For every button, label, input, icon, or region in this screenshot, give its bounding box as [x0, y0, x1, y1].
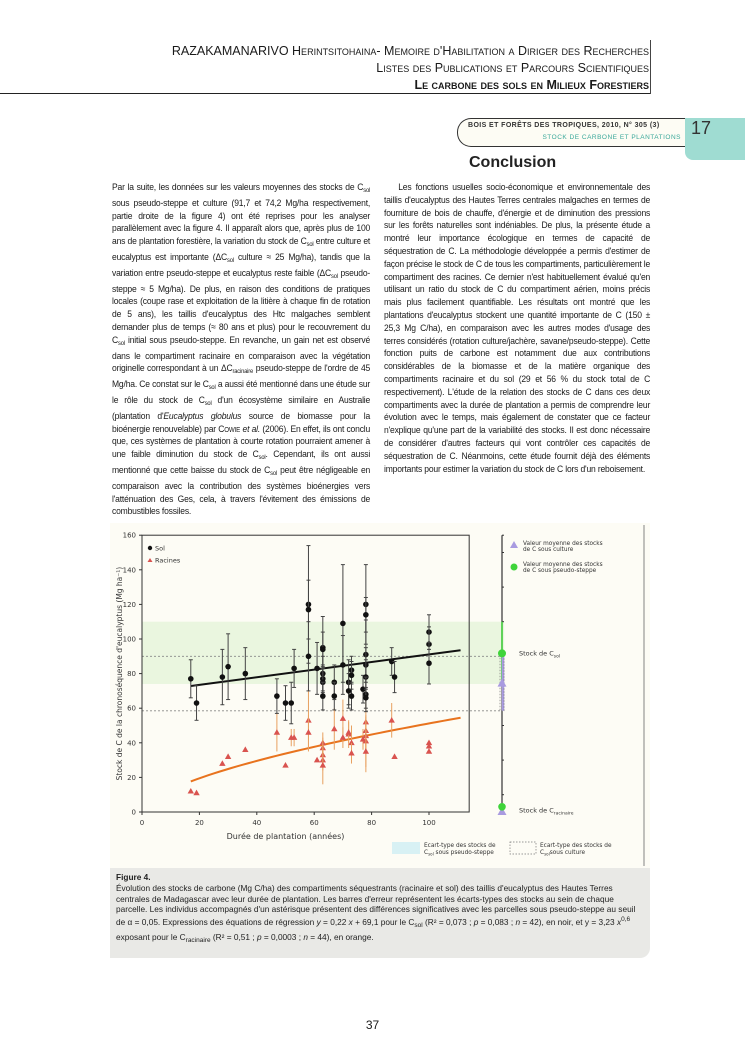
subscript-text: racinaire [185, 936, 211, 944]
text-run: pseudo-steppe de l'ordre de 45 Mg/ha. Ce constat sur le C [112, 363, 371, 391]
legend-steppe-marker [511, 564, 518, 571]
legend-text: C [424, 850, 429, 856]
legend-text: Stock de C [519, 806, 554, 815]
steppe-racine-mean-marker [498, 803, 506, 811]
legend-steppe-line2: de C sous pseudo-steppe [523, 568, 597, 574]
subscript-text: sol [117, 339, 125, 347]
x-tick-label: 60 [309, 819, 319, 827]
sol-data-point [340, 621, 346, 627]
racine-data-point [193, 790, 199, 796]
y-tick-label: 140 [122, 566, 136, 575]
sol-data-point [288, 700, 294, 706]
text-run: (2006). En effet, ils ont conclu que, ces systèmes de plantation à courte rotation pourraient amener à une faible diminution du stock de C [112, 423, 371, 461]
header-divider [0, 93, 651, 94]
x-tick-label: 100 [422, 819, 436, 827]
journal-title: BOIS ET FORÊTS DES TROPIQUES, 2010, N° 305 (3) [468, 122, 660, 129]
text-run: x [348, 917, 353, 928]
text-run: Les fonctions usuelles socio-économique et environnementale des taillis d'eucalyptus des Hautes Terres centrales malgaches en termes de fourniture de bois de chauffe, d'énergie et de diminution des pressions sur les forêts naturelles sont indéniables. De plus, la présente étude a montré leur importance écologique en termes de capacité de séquestration de C. La méthodologie développée a permis d'estimer de façon précise le stock de C de tous les compartiments, particulièrement le compartiment des racines. Ce dernier n'est habituellement évalué qu'en utilisant un ratio du stock de C du compartiment aérien, moins précis mais plus facilement quantifiable. Les résultats ont montré que les plantations d'eucalyptus stockent une quantité importante de C (150 ± 25,3 Mg C/ha), en comparaison avec les autres modes d'usage des terres considérés (rotation culture/jachère, savane/pseudo-steppe). Cette fonction puits de carbone est notamment due aux contributions considérables de la biomasse et de la matière organique des compartiments racinaire et du sol (29 et 56 % du stock total de C respectivement). L'étude de la relation des stocks de C dans ces deux compartiments avec la durée de plantation a permis de comprendre leur évolution avec le temps, mais également de constater que ce facteur n'explique qu'une part de la variabilité des stocks. Il est donc nécessaire de considérer d'autres facteurs qui vont contrôler ces capacités de séquestration de C. Néanmoins, cette étude fournit déjà des éléments importants pour estimer la variation du stock de C lors d'un reboisement. [384, 182, 651, 475]
legend-dotted-swatch [510, 842, 536, 854]
text-run: p [473, 917, 479, 928]
text-run: entre culture et eucalyptus est importante (ΔC [112, 236, 371, 263]
sol-data-point [320, 647, 326, 653]
side-label-racine [519, 806, 574, 816]
caption-text [116, 883, 644, 947]
sol-data-point [283, 700, 289, 706]
text-run: (R² = 0,073 ; [422, 917, 474, 928]
racine-data-point [274, 729, 280, 735]
subscript-text: sol [363, 187, 371, 194]
legend-text: sol [544, 851, 550, 857]
sol-data-point [314, 666, 320, 672]
sol-data-point [349, 693, 355, 699]
sol-data-point [306, 607, 312, 613]
y-tick-label: 100 [122, 635, 136, 644]
text-run: = 0,083 ; [478, 917, 516, 928]
sol-data-point [194, 700, 200, 706]
text-run: (R² = 0,51 ; [210, 931, 257, 942]
text-run: Cowie [218, 423, 241, 435]
racine-data-point [391, 753, 397, 759]
racine-data-point [388, 717, 394, 723]
text-run: exposant pour le C [116, 931, 186, 942]
y-tick-label: 80 [127, 670, 136, 679]
x-axis-label: Durée de plantation (années) [226, 832, 345, 841]
legend-dotted-line2 [540, 850, 585, 857]
y-tick-label: 20 [127, 773, 136, 782]
text-run: y [316, 917, 321, 928]
racine-data-point [219, 760, 225, 766]
subscript-text: sol [306, 241, 314, 249]
legend-culture-marker [510, 541, 518, 548]
legend-sol-label: Sol [155, 544, 165, 553]
sol-data-point [363, 695, 369, 701]
journal-page-number: 17 [691, 118, 712, 138]
header-vertical-divider [650, 40, 651, 94]
text-run: Eucalyptus globulus [163, 410, 242, 422]
sol-data-point [274, 693, 280, 699]
subscript-text: sol [208, 384, 216, 392]
racine-data-point [314, 757, 320, 763]
caption-title: Figure 4. [116, 872, 151, 882]
text-run: = 44), en orange. [307, 931, 374, 942]
racine-data-point [363, 748, 369, 754]
racine-regression-curve [191, 718, 461, 782]
sol-data-point [188, 676, 194, 682]
subscript-text: sol [331, 272, 338, 280]
sol-data-point [426, 660, 432, 666]
subscript-text: sol [270, 469, 277, 477]
section-heading: Conclusion [469, 154, 557, 171]
text-run: x [616, 917, 622, 928]
text-run: n [303, 931, 308, 942]
racine-data-point [188, 788, 194, 794]
racine-data-point [348, 750, 354, 756]
left-column-paragraph [112, 182, 370, 519]
text-run: Par la suite, les données sur les valeurs moyennes des stocks de C [112, 182, 364, 193]
sol-data-point [306, 654, 312, 660]
figure-4 [110, 523, 650, 868]
sol-data-point [349, 673, 355, 679]
x-tick-label: 20 [194, 819, 204, 827]
racine-data-point [305, 729, 311, 735]
legend-dotted-line1: Ecart-type des stocks de [540, 843, 612, 849]
y-tick-label: 60 [127, 704, 136, 713]
journal-header-box [457, 118, 685, 147]
sol-data-point [392, 674, 398, 680]
text-run: Évolution des stocks de carbone (Mg C/ha) des compartiments séquestrants (racinaire et sol) des taillis d'eucalyptus des Hautes Terres centrales de Madagascar avec leur durée de plantation. Les barres d'erreur représentent les écarts-types des stocks au sein de chaque parcelle. Les individus accompagnés d'un astérisque présentent des différences significatives avec les parcelles sous pseudo-steppe au seuil de α = 0,05. Expressions des équations de régression [116, 882, 636, 928]
header-chapter-line: Le carbone des sols en Milieux Forestiers [414, 78, 649, 92]
sol-data-point [291, 666, 297, 672]
sol-data-point [363, 612, 369, 618]
racine-data-point [331, 726, 337, 732]
text-run: pseudo-steppe ≈ 5 Mg/ha). De plus, en raison des conditions de pratiques locales (coupe rase et exploitation de la litière à chaque fin de rotation de 5 ans), les taillis d'eucalyptus des Htc malgaches semblent demander plus de temps (≈ 80 ans et plus) pour le recouvrement du C [112, 267, 371, 346]
legend-text: sous pseudo-steppe [433, 850, 494, 856]
text-run: p [256, 931, 262, 942]
subscript-text: racinaire [232, 368, 254, 376]
x-tick-label: 80 [367, 819, 377, 827]
y-tick-label: 0 [131, 808, 136, 817]
page-number: 37 [365, 1018, 380, 1032]
racine-data-point [320, 762, 326, 768]
subscript-text: sol [414, 922, 423, 930]
text-run: = 42), en noir, et y = 3,23 [520, 917, 617, 928]
x-tick-label: 40 [252, 819, 262, 827]
text-run: + 69,1 pour le C [352, 917, 415, 928]
legend-sol-marker [148, 546, 152, 550]
legend-racines-marker [148, 558, 153, 562]
text-run: et al. [242, 423, 261, 435]
racine-data-point [242, 746, 248, 752]
journal-page-tab [685, 118, 745, 160]
legend-band-line1: Ecart-type des stocks de [424, 843, 496, 849]
y-tick-label: 120 [122, 600, 136, 609]
subscript-text: sol [226, 256, 234, 264]
legend-text: sol [553, 654, 561, 660]
legend-text: sous culture [549, 850, 586, 856]
sol-data-point [320, 693, 326, 699]
racine-data-point [340, 734, 346, 740]
legend-band-swatch [392, 842, 420, 854]
y-tick-label: 40 [127, 739, 136, 748]
legend-text: C [540, 850, 545, 856]
x-tick-label: 0 [139, 819, 145, 827]
text-run: = 0,22 [320, 917, 349, 928]
text-run: initial sous pseudo-steppe. En revanche, un gain net est observé dans le compartiment racinaire en comparaison avec la végétation originelle correspondant à un ΔC [112, 334, 371, 375]
sol-data-point [225, 664, 231, 670]
sol-data-point [340, 662, 346, 668]
figure-caption [110, 868, 650, 958]
legend-text: racinaire [553, 811, 574, 817]
subscript-text: sol [204, 399, 212, 407]
legend-text: sol [428, 851, 434, 857]
sol-data-point [220, 674, 226, 680]
right-column-paragraph [384, 182, 650, 476]
text-run: . Cependant, ils ont aussi mentionné que cette baisse du stock de C [112, 449, 371, 476]
figure-chart [110, 523, 650, 868]
racine-data-point [426, 748, 432, 754]
legend-racines-label: Racines [155, 556, 181, 565]
text-run: sous pseudo-steppe et culture (91,7 et 74,2 Mg/ha respectivement, partie droite de la figure 4) ont été reprises pour les analyser parallèlement avec la figure 4. Il apparaît alors que, après plus de 100 ans de plantation forestière, la variation du stock de C [112, 197, 371, 248]
racine-data-point [340, 715, 346, 721]
text-run: culture ≈ 25 Mg/ha), tandis que la variation entre pseudo-steppe et eucalyptus reste faible (ΔC [112, 251, 371, 279]
racine-data-point [225, 753, 231, 759]
text-run: = 0,0003 ; [261, 931, 304, 942]
y-tick-label: 160 [122, 531, 136, 540]
sol-data-point [243, 671, 249, 677]
legend-steppe-line1: Valeur moyenne des stocks [523, 562, 603, 568]
text-run: peut être négligeable en comparaison avec la contribution des systèmes bioénergies vers l'atténuation des Ges, cela, à travers l'évitement des émissions de combustibles fossiles. [112, 464, 371, 518]
sol-data-point [331, 693, 337, 699]
racine-data-point [282, 762, 288, 768]
y-axis-label: Stock de C de la chronoséquence d'eucalyptus (Mg ha⁻¹) [115, 566, 124, 781]
legend-culture-line1: Valeur moyenne des stocks [523, 541, 603, 547]
journal-section: STOCK DE CARBONE ET PLANTATIONS [542, 134, 681, 141]
text-run: d'un écosystème similaire en Australie (plantation d' [112, 394, 371, 422]
legend-band-line2 [424, 850, 494, 857]
text-run: n [515, 917, 521, 928]
steppe-sol-mean-marker [498, 649, 506, 657]
text-run: 0,6 [621, 916, 631, 924]
text-run: source de biomasse pour la bioénergie renouvelable) par [112, 410, 371, 435]
header-author-line: RAZAKAMANARIVO Herintsitohaina- Memoire d'Habilitation a Diriger des Recherches [171, 44, 649, 58]
text-run: a aussi été mentionné dans une étude sur le rôle du stock de C [112, 379, 371, 406]
legend-text: Stock de C [519, 649, 554, 658]
header-section-line: Listes des Publications et Parcours Scientifiques [376, 61, 649, 75]
racine-data-point [345, 729, 351, 735]
legend-culture-line2: de C sous culture [523, 547, 574, 553]
subscript-text: sol [258, 454, 266, 462]
side-label-sol [519, 649, 560, 659]
